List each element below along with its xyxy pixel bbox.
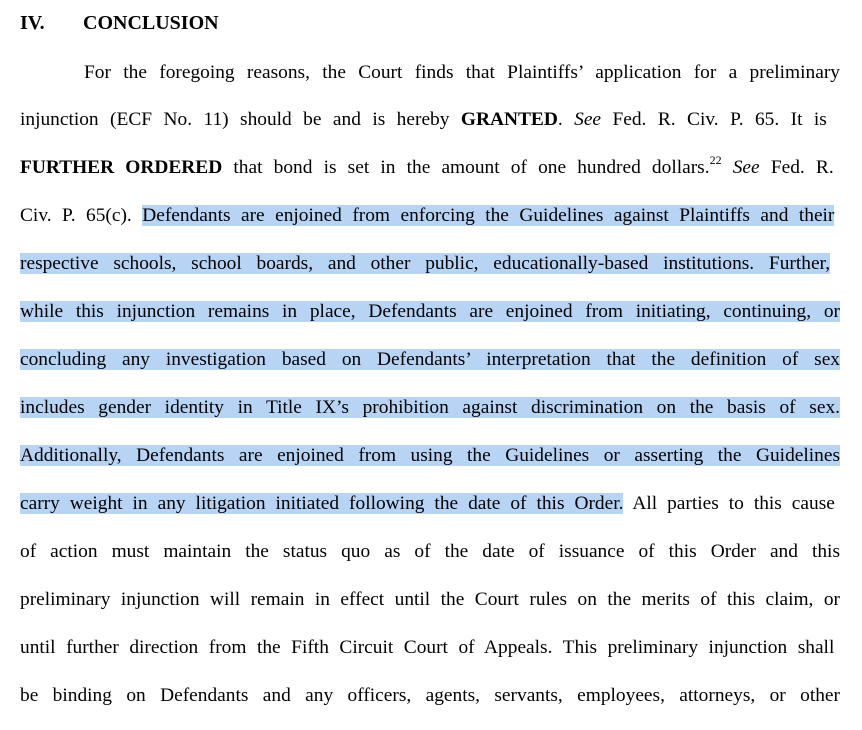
further-ordered-text: FURTHER ORDERED	[20, 157, 223, 178]
paragraph-line-13	[20, 634, 840, 662]
paragraph-line-1	[84, 59, 840, 87]
see-signal: See	[732, 157, 760, 178]
paragraph-line-14	[20, 682, 840, 710]
line-text: until further direction from the Fifth Circuit Court of Appeals. This preliminary injunction shall	[20, 637, 835, 658]
line-text: .	[557, 109, 575, 130]
highlighted-text[interactable]: includes gender identity in Title IX’s prohibition against discrimination on the basis of sex.	[20, 397, 840, 418]
line-text: of action must maintain the status quo as of the date of issuance of this Order and this	[20, 541, 840, 562]
line-text: preliminary injunction will remain in effect until the Court rules on the merits of this claim, or	[20, 589, 840, 610]
paragraph-line-4	[20, 202, 840, 230]
paragraph-line-2	[20, 106, 840, 134]
line-text	[722, 157, 733, 178]
paragraph-line-10	[20, 490, 840, 518]
highlighted-text[interactable]: Additionally, Defendants are enjoined from using the Guidelines or asserting the Guidelines	[20, 445, 840, 466]
paragraph-line-8	[20, 394, 840, 422]
highlighted-text[interactable]: Defendants are enjoined from enforcing the Guidelines against Plaintiffs and their	[142, 205, 835, 226]
citation-text: Fed. R.	[759, 157, 834, 178]
line-text: For the foregoing reasons, the Court finds that Plaintiffs’ application for a preliminary	[84, 62, 840, 83]
paragraph-line-6	[20, 298, 840, 326]
section-title: CONCLUSION	[83, 12, 219, 34]
citation-text: Fed. R. Civ. P. 65. It is	[601, 109, 827, 130]
paragraph-line-9	[20, 442, 840, 470]
paragraph-line-5	[20, 250, 840, 278]
line-text: All parties to this cause	[623, 493, 835, 514]
line-text: injunction (ECF No. 11) should be and is hereby	[20, 109, 461, 130]
paragraph-line-7	[20, 346, 840, 374]
granted-text: GRANTED	[460, 109, 558, 130]
highlighted-text[interactable]: while this injunction remains in place, Defendants are enjoined from initiating, continuing, or	[20, 301, 840, 322]
footnote-marker[interactable]: 22	[709, 152, 722, 167]
highlighted-text[interactable]: carry weight in any litigation initiated following the date of this Order.	[20, 493, 624, 514]
citation-text: Civ. P. 65(c).	[20, 205, 143, 226]
highlighted-text[interactable]: respective schools, school boards, and other public, educationally-based institutions. Further,	[20, 253, 831, 274]
paragraph-line-12	[20, 586, 840, 614]
see-signal: See	[574, 109, 602, 130]
paragraph-line-3	[20, 154, 840, 182]
line-text: that bond is set in the amount of one hundred dollars.	[222, 157, 710, 178]
line-text: be binding on Defendants and any officers, agents, servants, employees, attorneys, or other	[20, 685, 840, 706]
section-heading	[20, 10, 219, 36]
highlighted-text[interactable]: concluding any investigation based on Defendants’ interpretation that the definition of sex	[20, 349, 840, 370]
section-number: IV.	[20, 12, 45, 34]
paragraph-line-11	[20, 538, 840, 566]
